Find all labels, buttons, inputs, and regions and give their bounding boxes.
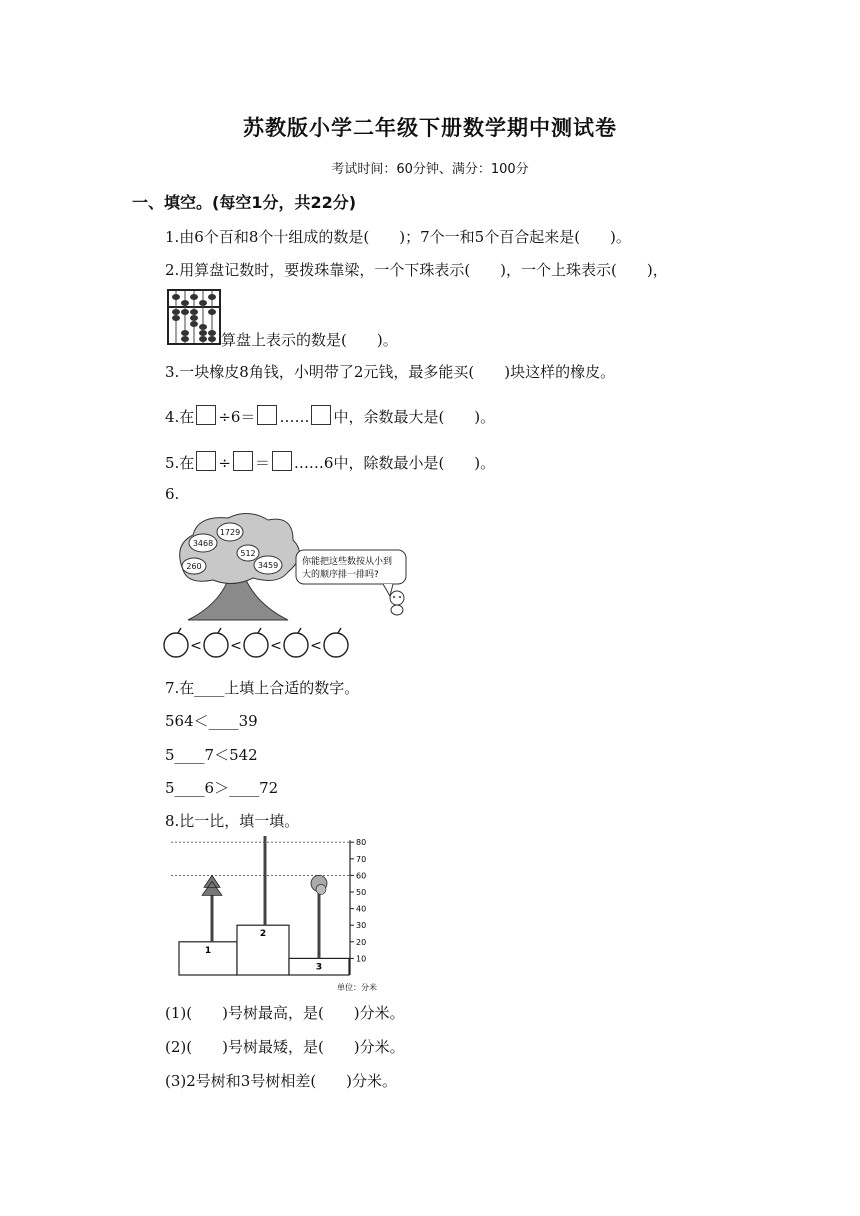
apple-compare-row	[162, 626, 352, 660]
exam-info: 考试时间：60分钟、满分：100分	[331, 162, 529, 177]
unit-label: 单位：分米	[337, 983, 377, 992]
question-2-cont: 算盘上表示的数是( )。	[221, 331, 398, 349]
blank-box[interactable]	[233, 451, 253, 471]
question-5	[165, 451, 495, 473]
blank-box[interactable]	[272, 451, 292, 471]
tree-number: 512	[240, 549, 256, 558]
blank-box[interactable]	[257, 405, 277, 425]
y-tick-label: 30	[356, 921, 367, 931]
question-8-1: (1)( )号树最高，是( )分米。	[165, 1004, 405, 1022]
y-tick-label: 80	[356, 838, 367, 848]
q5-prefix: 5.在	[165, 454, 195, 472]
tree-number: 1729	[219, 528, 241, 537]
question-7a: 564＜____39	[165, 712, 258, 730]
y-tick-label: 70	[356, 854, 367, 864]
q5-suffix: ……6中，除数最小是( )。	[293, 454, 496, 472]
less-than-sign: <	[270, 638, 282, 654]
less-than-sign: <	[310, 638, 322, 654]
number-tree-image	[168, 510, 418, 625]
question-8-3: (3)2号树和3号树相差( )分米。	[165, 1072, 398, 1090]
section-heading: 一、填空。(每空1分，共22分)	[132, 193, 357, 212]
apple-blank[interactable]	[324, 633, 348, 657]
abacus-image	[167, 289, 221, 345]
apple-blank[interactable]	[284, 633, 308, 657]
question-4	[165, 405, 495, 427]
q5-eq: ＝	[254, 454, 270, 472]
question-7c: 5____6＞____72	[165, 779, 279, 797]
blank-box[interactable]	[196, 405, 216, 425]
y-tick-label: 40	[356, 904, 367, 914]
page-title: 苏教版小学二年级下册数学期中测试卷	[243, 115, 617, 140]
apple-blank[interactable]	[204, 633, 228, 657]
less-than-sign: <	[190, 638, 202, 654]
tree-number-label: 3	[315, 962, 323, 973]
question-2: 2.用算盘记数时，要拨珠靠梁，一个下珠表示( )，一个上珠表示( )，	[165, 261, 668, 279]
speech-bubble-line: 你能把这些数按从小到	[302, 557, 393, 567]
tree-height-chart	[165, 836, 380, 994]
speech-bubble-line: 大的顺序排一排吗?	[302, 570, 379, 580]
q4-dots: ……	[279, 408, 310, 426]
q4-suffix: 中，余数最大是( )。	[333, 408, 496, 426]
tree-number-label: 2	[259, 929, 267, 940]
question-6: 6.	[165, 485, 180, 503]
y-tick-label: 60	[356, 871, 367, 881]
question-8-2: (2)( )号树最矮，是( )分米。	[165, 1038, 405, 1056]
y-tick-label: 50	[356, 888, 367, 897]
y-tick-label: 20	[356, 937, 367, 947]
apple-blank[interactable]	[244, 633, 268, 657]
tree-2	[251, 836, 279, 925]
apple-blank[interactable]	[164, 633, 188, 657]
tree-number-label: 1	[204, 945, 212, 956]
tree-number: 3459	[257, 561, 279, 570]
question-8: 8.比一比，填一填。	[165, 812, 300, 830]
question-1: 1.由6个百和8个十组成的数是( )；7个一和5个百合起来是( )。	[165, 228, 631, 246]
q4-prefix: 4.在	[165, 408, 195, 426]
y-tick-label: 10	[356, 954, 367, 964]
blank-box[interactable]	[196, 451, 216, 471]
question-7b: 5____7＜542	[165, 746, 258, 764]
tree-3	[311, 875, 327, 958]
less-than-sign: <	[230, 638, 242, 654]
tree-1	[202, 875, 222, 941]
question-7: 7.在____上填上合适的数字。	[165, 679, 360, 697]
q5-op: ÷	[218, 454, 231, 472]
blank-box[interactable]	[311, 405, 331, 425]
tree-number: 260	[186, 562, 202, 571]
q4-op: ÷6＝	[218, 408, 256, 426]
tree-number: 3468	[192, 539, 214, 548]
question-3: 3.一块橡皮8角钱，小明带了2元钱，最多能买( )块这样的橡皮。	[165, 363, 616, 381]
